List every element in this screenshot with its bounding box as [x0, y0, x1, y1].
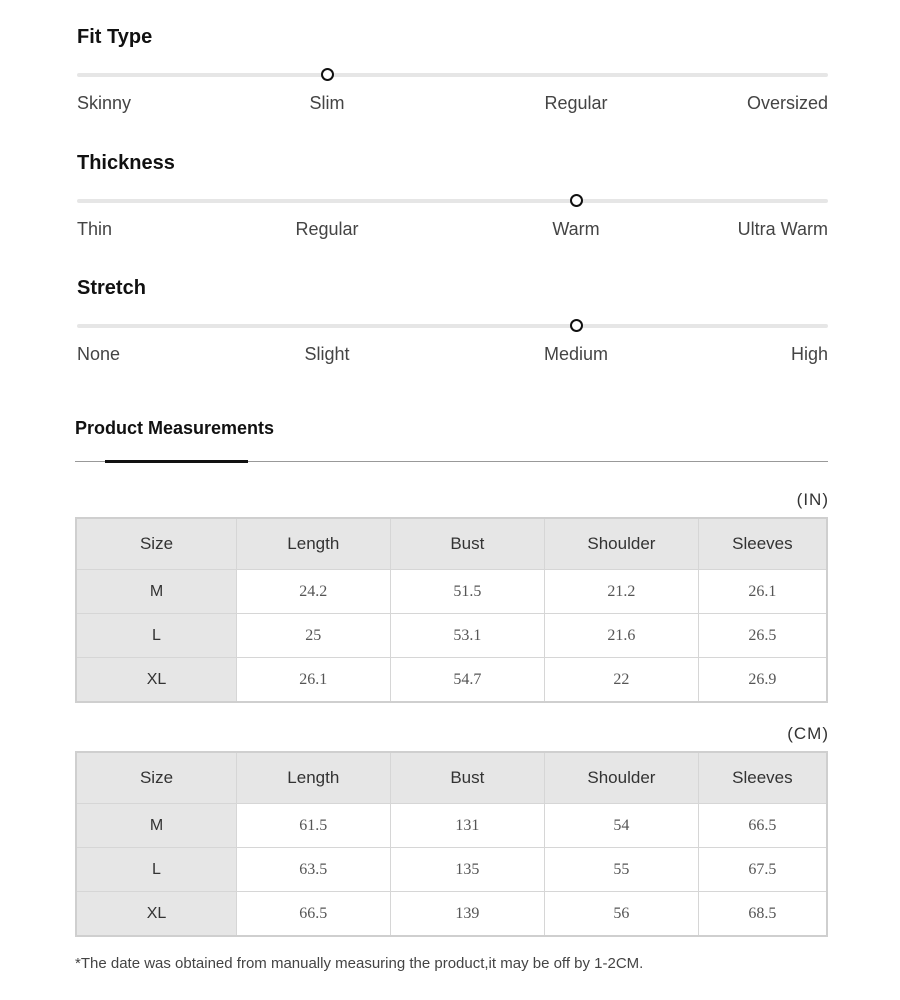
fit-type-label-skinny: Skinny: [77, 93, 132, 113]
size-cell: L: [76, 848, 236, 892]
stretch-title: Stretch: [77, 277, 146, 299]
table-cell: 131: [390, 804, 545, 848]
thickness-title: Thickness: [77, 152, 175, 174]
stretch-slider-knob[interactable]: [570, 319, 583, 332]
header-length: Length: [236, 752, 390, 804]
header-length: Length: [236, 518, 390, 570]
table-cell: 21.6: [545, 614, 699, 658]
table-row: [76, 892, 827, 937]
fit-type-label-slim: Slim: [309, 93, 345, 113]
stretch-label-slight: Slight: [304, 344, 350, 364]
product-measurements-tab[interactable]: Product Measurements: [75, 418, 275, 438]
table-header-row: [76, 752, 827, 804]
table-cell: 67.5: [698, 848, 827, 892]
table-cell: 63.5: [236, 848, 390, 892]
table-cell: 54.7: [390, 658, 545, 703]
measurements-table-inches: [75, 517, 828, 703]
table-cell: 26.1: [698, 570, 827, 614]
thickness-label-warm: Warm: [552, 219, 600, 239]
table-cell: 22: [545, 658, 699, 703]
table-cell: 139: [390, 892, 545, 937]
header-size: Size: [76, 752, 236, 804]
table-cell: 66.5: [236, 892, 390, 937]
size-cell: L: [76, 614, 236, 658]
table-cell: 56: [545, 892, 699, 937]
thickness-slider[interactable]: [77, 199, 828, 203]
table-cell: 26.1: [236, 658, 390, 703]
stretch-label-none: None: [77, 344, 121, 364]
table-cell: 21.2: [545, 570, 699, 614]
table-row: [76, 848, 827, 892]
size-cell: XL: [76, 658, 236, 703]
table-row: [76, 570, 827, 614]
header-bust: Bust: [390, 752, 545, 804]
table-row: [76, 658, 827, 703]
table-cell: 26.9: [698, 658, 827, 703]
header-shoulder: Shoulder: [545, 518, 699, 570]
header-size: Size: [76, 518, 236, 570]
size-cell: M: [76, 570, 236, 614]
unit-label-cm: (CM): [787, 724, 829, 743]
table-cell: 135: [390, 848, 545, 892]
table-cell: 51.5: [390, 570, 545, 614]
header-sleeves: Sleeves: [698, 752, 827, 804]
thickness-label-thin: Thin: [77, 219, 113, 239]
table-cell: 25: [236, 614, 390, 658]
stretch-slider[interactable]: [77, 324, 828, 328]
table-cell: 66.5: [698, 804, 827, 848]
table-cell: 68.5: [698, 892, 827, 937]
fit-type-slider-knob[interactable]: [321, 68, 334, 81]
table-cell: 54: [545, 804, 699, 848]
thickness-slider-knob[interactable]: [570, 194, 583, 207]
fit-type-slider[interactable]: [77, 73, 828, 77]
header-shoulder: Shoulder: [545, 752, 699, 804]
size-cell: XL: [76, 892, 236, 937]
fit-type-label-oversized: Oversized: [746, 93, 828, 113]
unit-label-inches: (IN): [796, 490, 829, 509]
fit-type-label-regular: Regular: [544, 93, 608, 113]
header-sleeves: Sleeves: [698, 518, 827, 570]
stretch-label-high: High: [790, 344, 828, 364]
header-bust: Bust: [390, 518, 545, 570]
stretch-label-medium: Medium: [543, 344, 609, 364]
table-row: [76, 614, 827, 658]
thickness-label-ultra-warm: Ultra Warm: [737, 219, 828, 239]
table-cell: 53.1: [390, 614, 545, 658]
measurement-footnote: *The date was obtained from manually measuring the product,it may be off by 1-2CM.: [75, 955, 644, 972]
measurements-table-cm: [75, 751, 828, 937]
active-tab-indicator: [105, 460, 248, 463]
table-row: [76, 804, 827, 848]
table-cell: 24.2: [236, 570, 390, 614]
table-cell: 61.5: [236, 804, 390, 848]
table-cell: 26.5: [698, 614, 827, 658]
size-cell: M: [76, 804, 236, 848]
fit-type-title: Fit Type: [77, 26, 153, 48]
thickness-label-regular: Regular: [295, 219, 359, 239]
table-header-row: [76, 518, 827, 570]
table-cell: 55: [545, 848, 699, 892]
